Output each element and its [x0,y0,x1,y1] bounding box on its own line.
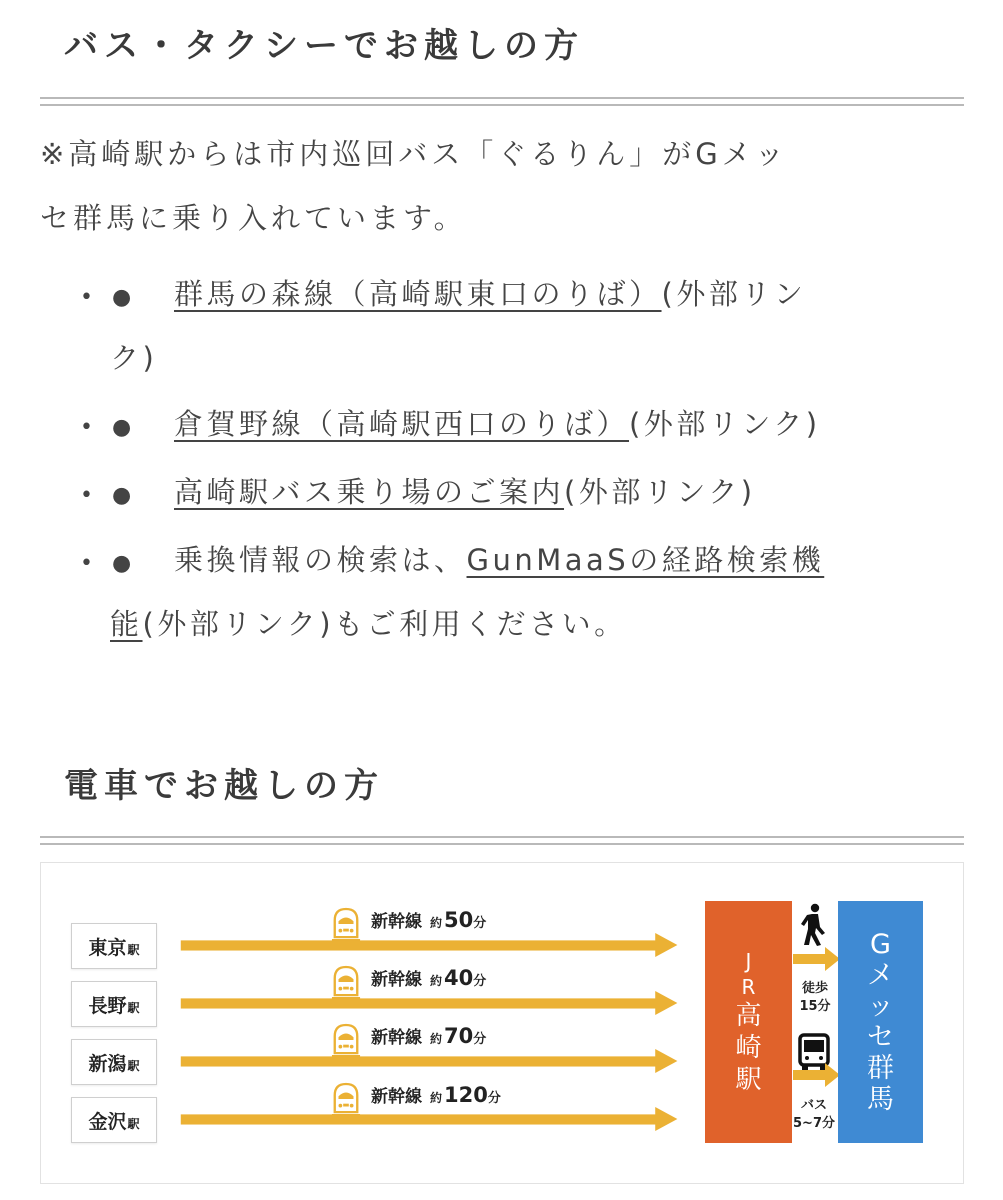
transfer-info-text: 乗換情報の検索は、 [174,543,467,577]
station-suffix: 駅 [127,1000,140,1015]
gunmaas-route-search-link[interactable]: GunMaaSの経路検索機 [466,543,825,577]
approx-label: 約 [430,916,443,930]
external-link-note: (外部リン [661,277,807,311]
external-link-note: (外部リンク) [629,407,821,441]
gunma-no-mori-line-link[interactable]: 群馬の森線（高崎駅東口のりば） [174,277,662,311]
line-name: 新幹線 [371,970,422,990]
station-name: 金沢 [88,1110,127,1133]
route-arrow [165,1049,695,1073]
route-arrow [165,1107,695,1131]
minutes-value: 120 [444,1083,488,1107]
bus-section-heading: バス・タクシーでお越しの方 [64,26,584,66]
gunmaas-route-search-link-cont[interactable]: 能 [110,607,143,641]
origin-station-box [71,1039,157,1085]
list-item [80,538,824,579]
approx-label: 約 [430,1032,443,1046]
takasaki-bus-stop-guide-link[interactable]: 高崎駅バス乗り場のご案内 [174,475,565,509]
external-link-note: ク) [110,341,158,375]
approx-label: 約 [430,974,443,988]
route-arrow [165,991,695,1015]
minutes-unit: 分 [473,1032,487,1047]
walk-arrow [793,947,841,971]
station-name: 東京 [88,936,127,959]
station-name: 長野 [88,994,127,1017]
minutes-unit: 分 [487,1091,501,1106]
station-suffix: 駅 [127,1116,140,1131]
external-link-note: (外部リンク) [564,475,756,509]
travel-time-label [371,1082,501,1107]
minutes-unit: 分 [473,974,487,989]
list-item [80,402,821,443]
route-arrow [165,933,695,957]
minutes-value: 40 [444,966,474,990]
station-suffix: 駅 [127,1058,140,1073]
list-item-wrap [110,602,627,643]
travel-time-label [371,907,486,932]
minutes-value: 50 [444,908,474,932]
bus-duration: バス 5~7分 [793,1098,835,1131]
travel-time-label [371,965,486,990]
line-name: 新幹線 [371,1028,422,1048]
approx-label: 約 [430,1091,443,1105]
train-icon [331,963,361,1001]
bullet-marker: • ● [80,415,138,440]
bus-intro-text [40,122,940,250]
train-icon [331,905,361,943]
list-item [80,272,806,313]
bus-arrow [793,1063,841,1087]
origin-station-box [71,981,157,1027]
origin-station-box [71,1097,157,1143]
list-item [80,470,756,511]
line-name: 新幹線 [371,912,422,932]
train-icon [331,1080,361,1118]
heading-divider [40,97,964,106]
bullet-marker: • ● [80,483,138,508]
heading-divider [40,836,964,845]
external-link-note: (外部リンク)もご利用ください。 [142,607,627,641]
travel-time-label [371,1023,486,1048]
train-section-heading: 電車でお越しの方 [64,766,384,806]
line-name: 新幹線 [371,1087,422,1107]
intro-line-1: ※高崎駅からは市内巡回バス「ぐるりん」がGメッ [40,137,788,171]
walking-person-icon [799,903,829,947]
minutes-value: 70 [444,1024,474,1048]
minutes-unit: 分 [473,916,487,931]
walk-duration: 徒歩 15分 [799,981,831,1014]
origin-station-box [71,923,157,969]
jr-takasaki-station-box: J R 高 崎 駅 [705,901,792,1143]
station-suffix: 駅 [127,942,140,957]
g-messe-gunma-box: G メ ッ セ 群 馬 [838,901,923,1143]
bullet-marker: • ● [80,551,138,576]
kuragano-line-link[interactable]: 倉賀野線（高崎駅西口のりば） [174,407,630,441]
list-item-wrap [110,336,157,377]
route-diagram [40,862,964,1184]
station-name: 新潟 [88,1052,127,1075]
train-icon [331,1021,361,1059]
bullet-marker: • ● [80,285,138,310]
intro-line-2: セ群馬に乗り入れています。 [40,201,467,235]
